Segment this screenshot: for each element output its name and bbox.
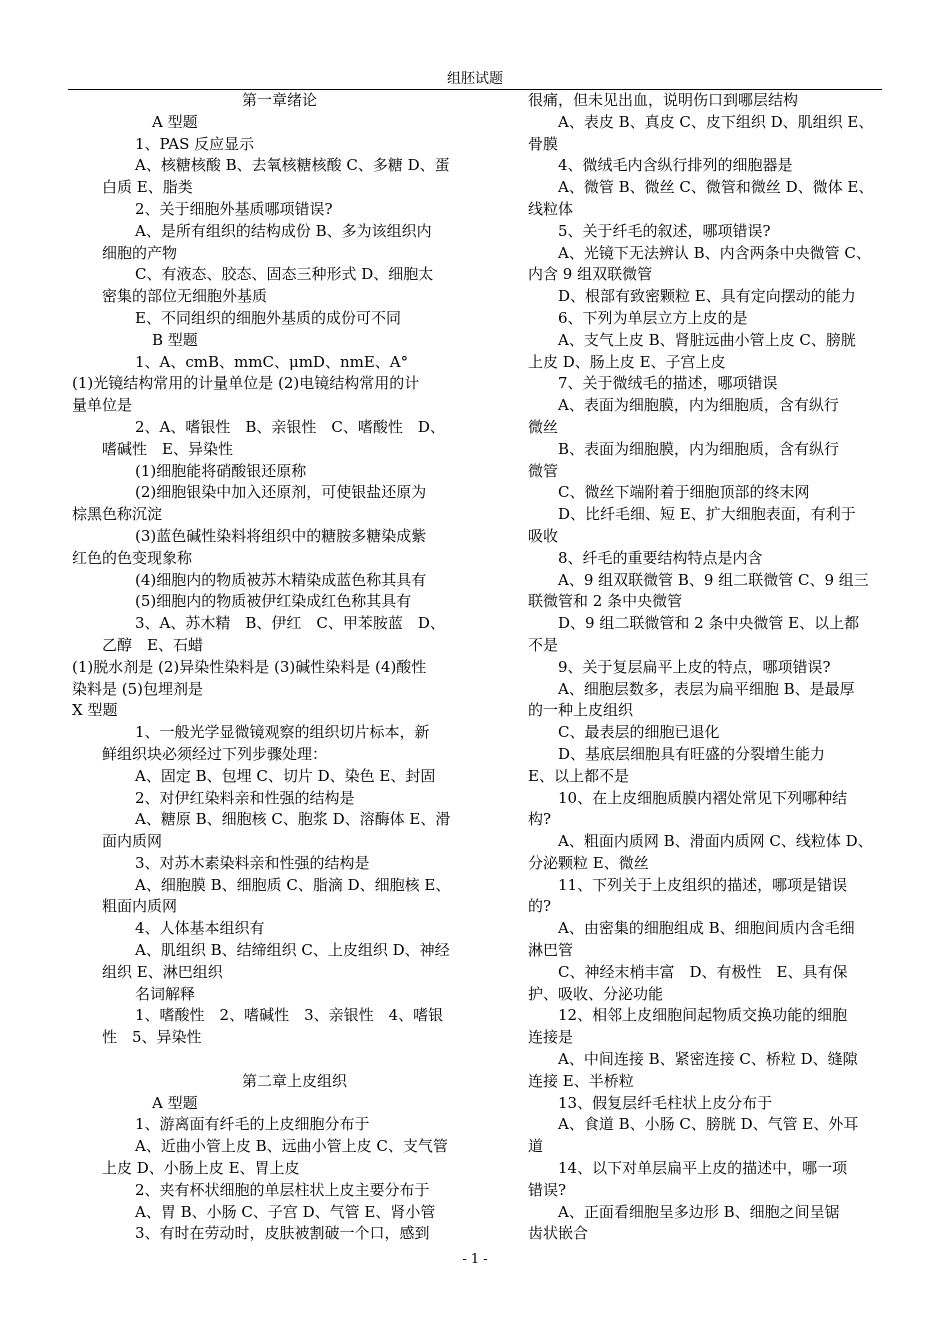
text-line: 密集的部位无细胞外基质 — [102, 287, 268, 306]
text-line: 2、夹有杯状细胞的单层柱状上皮主要分布于 — [135, 1180, 430, 1199]
text-line: B 型题 — [152, 330, 198, 349]
text-line: D、9 组二联微管和 2 条中央微管 E、以上都 — [558, 614, 860, 633]
text-line: D、根部有致密颗粒 E、具有定向摆动的能力 — [558, 287, 856, 306]
text-line: 4、微绒毛内含纵行排列的细胞器是 — [558, 156, 793, 175]
text-line: 5、关于纤毛的叙述，哪项错误? — [558, 221, 771, 240]
text-line: X 型题 — [72, 701, 118, 720]
text-line: 6、下列为单层立方上皮的是 — [558, 308, 748, 327]
text-line: 护、吸收、分泌功能 — [528, 984, 664, 1003]
text-line: 粗面内质网 — [102, 897, 178, 916]
text-line: A、细胞层数多，表层为扁平细胞 B、是最厚 — [558, 679, 855, 698]
text-line: 面内质网 — [102, 832, 163, 851]
text-line: 2、对伊红染料亲和性强的结构是 — [135, 788, 355, 807]
text-line: (1)细胞能将硝酸银还原称 — [135, 461, 307, 480]
text-line: 上皮 D、小肠上皮 E、胃上皮 — [102, 1159, 300, 1178]
text-line: 构? — [528, 810, 552, 829]
text-line: 10、在上皮细胞质膜内褶处常见下列哪种结 — [558, 788, 848, 807]
text-line: A、表面为细胞膜，内为细胞质，含有纵行 — [558, 396, 839, 415]
text-line: 2、关于细胞外基质哪项错误? — [135, 199, 333, 218]
text-line: C、有液态、胶态、固态三种形式 D、细胞太 — [135, 265, 434, 284]
text-line: A、9 组双联微管 B、9 组二联微管 C、9 组三 — [558, 570, 869, 589]
text-line: 很痛，但未见出血，说明伤口到哪层结构 — [528, 91, 799, 109]
text-line: 棕黑色称沉淀 — [72, 505, 163, 524]
text-line: A、光镜下无法辨认 B、内含两条中央微管 C、 — [558, 243, 871, 262]
text-line — [72, 1049, 470, 1071]
text-line: A、近曲小管上皮 B、远曲小管上皮 C、支气管 — [135, 1137, 448, 1156]
text-line: D、比纤毛细、短 E、扩大细胞表面，有利于 — [558, 505, 856, 524]
text-line: A、由密集的细胞组成 B、细胞间质内含毛细 — [558, 919, 855, 938]
right-column — [528, 90, 880, 1245]
text-line: 性 5、异染性 — [102, 1028, 202, 1047]
text-line: 的一种上皮组织 — [528, 701, 634, 720]
text-line: 1、A、cmB、mmC、μmD、nmE、A° — [135, 352, 409, 371]
text-line: C、微丝下端附着于细胞顶部的终末网 — [558, 483, 810, 502]
text-line: 1、嗜酸性 2、嗜碱性 3、亲银性 4、嗜银 — [135, 1006, 444, 1025]
text-line: 3、A、苏木精 B、伊红 C、甲苯胺蓝 D、 — [135, 614, 445, 633]
text-line: (5)细胞内的物质被伊红染成红色称其具有 — [135, 592, 412, 611]
text-line: A 型题 — [152, 1093, 198, 1112]
text-line: 1、游离面有纤毛的上皮细胞分布于 — [135, 1115, 370, 1134]
text-line: 道 — [528, 1137, 544, 1156]
text-line: 1、PAS 反应显示 — [135, 134, 255, 153]
text-line: A、核糖核酸 B、去氧核糖核酸 C、多糖 D、蛋 — [135, 156, 450, 175]
text-line: 乙醇 E、石蜡 — [102, 635, 203, 654]
text-line: E、以上都不是 — [528, 766, 629, 785]
text-line: (1)光镜结构常用的计量单位是 (2)电镜结构常用的计 — [72, 374, 420, 393]
text-line: (2)细胞银染中加入还原剂，可使银盐还原为 — [135, 483, 427, 502]
text-line: 骨膜 — [528, 134, 559, 153]
text-line: A、正面看细胞呈多边形 B、细胞之间呈锯 — [558, 1202, 840, 1221]
text-line: 7、关于微绒毛的描述，哪项错误 — [558, 374, 778, 393]
text-line: 3、有时在劳动时，皮肤被割破一个口，感到 — [135, 1224, 430, 1243]
text-line: 连接是 — [528, 1028, 574, 1047]
text-line: A、肌组织 B、结缔组织 C、上皮组织 D、神经 — [135, 941, 450, 960]
text-line: 染料是 (5)包埋剂是 — [72, 679, 204, 698]
text-line: A、胃 B、小肠 C、子宫 D、气管 E、肾小管 — [135, 1202, 436, 1221]
text-line: 红色的色变现象称 — [72, 548, 193, 567]
text-line: 鲜组织块必须经过下列步骤处理： — [102, 744, 328, 763]
text-line: 微丝 — [528, 417, 559, 436]
text-line: 线粒体 — [528, 199, 574, 218]
text-line: 3、对苏木素染料亲和性强的结构是 — [135, 853, 370, 872]
text-line: 上皮 D、肠上皮 E、子宫上皮 — [528, 352, 726, 371]
text-line: (3)蓝色碱性染料将组织中的糖胺多糖染成紫 — [135, 526, 427, 545]
text-line: 联微管和 2 条中央微管 — [528, 592, 683, 611]
text-line: C、神经末梢丰富 D、有极性 E、具有保 — [558, 962, 848, 981]
text-line: 错误? — [528, 1180, 567, 1199]
text-line: A、表皮 B、真皮 C、皮下组织 D、肌组织 E、 — [558, 112, 874, 131]
text-line: E、不同组织的细胞外基质的成份可不同 — [135, 308, 401, 327]
text-line: 白质 E、脂类 — [102, 178, 193, 197]
text-line: 组织 E、淋巴组织 — [102, 962, 223, 981]
text-line: B、表面为细胞膜，内为细胞质，含有纵行 — [558, 439, 840, 458]
text-line: 连接 E、半桥粒 — [528, 1071, 634, 1090]
text-line: 量单位是 — [72, 396, 133, 415]
text-line: A、中间连接 B、紧密连接 C、桥粒 D、缝隙 — [558, 1050, 858, 1069]
text-line: 8、纤毛的重要结构特点是内含 — [558, 548, 763, 567]
text-line: A、细胞膜 B、细胞质 C、脂滴 D、细胞核 E、 — [135, 875, 451, 894]
text-line: 11、下列关于上皮组织的描述，哪项是错误 — [558, 875, 848, 894]
text-line: 2、A、嗜银性 B、亲银性 C、嗜酸性 D、 — [135, 417, 445, 436]
text-line: 微管 — [528, 461, 559, 480]
text-line: A、粗面内质网 B、滑面内质网 C、线粒体 D、 — [558, 832, 873, 851]
text-line: 12、相邻上皮细胞间起物质交换功能的细胞 — [558, 1006, 848, 1025]
text-line: 14、以下对单层扁平上皮的描述中，哪一项 — [558, 1159, 848, 1178]
text-line: 内含 9 组双联微管 — [528, 265, 653, 284]
text-line: A、糖原 B、细胞核 C、胞浆 D、溶酶体 E、滑 — [135, 810, 451, 829]
text-line: A、微管 B、微丝 C、微管和微丝 D、微体 E、 — [558, 178, 874, 197]
text-line: 吸收 — [528, 526, 559, 545]
left-column — [72, 90, 470, 1245]
text-line: 第二章上皮组织 — [242, 1071, 348, 1090]
text-line: 不是 — [528, 635, 559, 654]
text-line: 9、关于复层扁平上皮的特点，哪项错误? — [558, 657, 831, 676]
text-line: 的? — [528, 897, 552, 916]
text-line: 第一章绪论 — [242, 91, 318, 109]
text-line: 1、一般光学显微镜观察的组织切片标本，新 — [135, 723, 430, 742]
text-line: 名词解释 — [135, 984, 196, 1003]
text-line: D、基底层细胞具有旺盛的分裂增生能力 — [558, 744, 826, 763]
text-line: A、固定 B、包埋 C、切片 D、染色 E、封固 — [135, 766, 436, 785]
text-line: A、支气上皮 B、肾脏远曲小管上皮 C、膀胱 — [558, 330, 856, 349]
text-line: 齿状嵌合 — [528, 1224, 589, 1243]
text-line: 淋巴管 — [528, 941, 574, 960]
text-line: 4、人体基本组织有 — [135, 919, 265, 938]
text-line: A 型题 — [152, 112, 198, 131]
text-line: A、食道 B、小肠 C、膀胱 D、气管 E、外耳 — [558, 1115, 859, 1134]
text-line: (1)脱水剂是 (2)异染性染料是 (3)碱性染料是 (4)酸性 — [72, 657, 427, 676]
text-line: 细胞的产物 — [102, 243, 178, 262]
text-line: 嗜碱性 E、异染性 — [102, 439, 233, 458]
text-line: 分泌颗粒 E、微丝 — [528, 853, 649, 872]
text-line: C、最表层的细胞已退化 — [558, 723, 720, 742]
text-line: 13、假复层纤毛柱状上皮分布于 — [558, 1093, 773, 1112]
page-header-title: 组胚试题 — [447, 71, 503, 87]
text-line: A、是所有组织的结构成份 B、多为该组织内 — [135, 221, 432, 240]
text-line: (4)细胞内的物质被苏木精染成蓝色称其具有 — [135, 570, 427, 589]
page-number: - 1 - — [462, 1252, 488, 1267]
